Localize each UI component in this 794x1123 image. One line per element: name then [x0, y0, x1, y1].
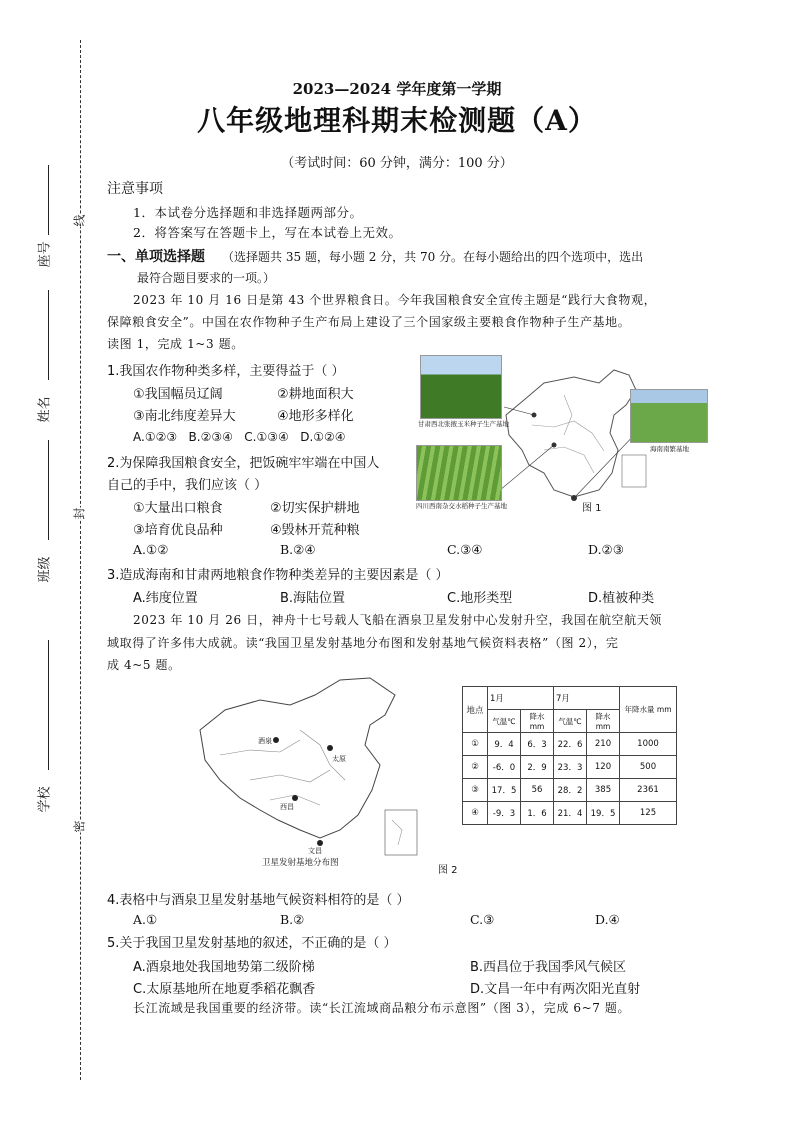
class-label: 班级	[37, 556, 53, 583]
cell: 2361	[620, 779, 677, 802]
q4-stem: 4.表格中与酒泉卫星发射基地气候资料相符的是（ ）	[107, 893, 410, 908]
q2-option-2: ②切实保护耕地	[270, 501, 360, 516]
q2-stem-2: 自己的手中，我们应该（ ）	[107, 478, 268, 493]
school-blank	[48, 640, 49, 770]
passage1-line1: 2023 年 10 月 16 日是第 43 个世界粮食日。今年我国粮食安全宣传主题是“践行大食物观，	[133, 293, 657, 307]
binding-dashed-line	[80, 40, 81, 1080]
q2-choice-b: B.②④	[280, 542, 316, 557]
q4-choice-c: C.③	[470, 912, 495, 927]
col-jul: 7月	[554, 687, 620, 710]
q3-stem: 3.造成海南和甘肃两地粮食作物种类差异的主要因素是（ ）	[107, 568, 449, 583]
section-desc-1: （选择题共 35 题，每小题 2 分，共 70 分。在每小题给出的四个选项中，选出	[222, 250, 644, 264]
photo3-caption: 四川西南杂交水稻种子生产基地	[416, 502, 507, 510]
figure-1	[414, 355, 709, 515]
school-label: 学校	[37, 786, 53, 813]
note-item-1: 1．本试卷分选择题和非选择题两部分。	[133, 205, 363, 220]
mark-mi: 密	[72, 820, 87, 833]
fig2-caption: 图 2	[438, 865, 458, 876]
cell: 2．9	[521, 756, 554, 779]
fig2-map-caption: 卫星发射基地分布图	[262, 858, 339, 868]
mark-feng: 封	[72, 507, 87, 520]
cell: 23．3	[554, 756, 587, 779]
term-line: 2023—2024 学年度第一学期	[292, 80, 502, 98]
cell: ①	[463, 733, 488, 756]
china-map-fig2	[180, 670, 425, 870]
q2-option-1: ①大量出口粮食	[133, 501, 223, 516]
q3-choice-d: D.植被种类	[588, 591, 655, 606]
climate-table	[462, 686, 677, 825]
q1-option-3: ③南北纬度差异大	[133, 409, 236, 424]
q1-choices: A.①②③ B.②③④ C.①③④ D.①②④	[133, 430, 346, 444]
table-row	[463, 779, 677, 802]
cell: 21．4	[554, 802, 587, 825]
cell: 1．6	[521, 802, 554, 825]
q3-choice-c: C.地形类型	[447, 591, 513, 606]
table-row	[463, 756, 677, 779]
cell: 120	[587, 756, 620, 779]
col-jan-precip: 降水 mm	[521, 710, 554, 733]
q2-choice-d: D.②③	[588, 542, 624, 557]
city-jiuquan: 酒泉	[258, 737, 272, 745]
notes-heading: 注意事项	[107, 181, 163, 197]
seat-label: 座号	[37, 241, 53, 268]
cell: 500	[620, 756, 677, 779]
passage1-line3: 读图 1，完成 1~3 题。	[107, 337, 244, 351]
cell: 125	[620, 802, 677, 825]
col-jan: 1月	[488, 687, 554, 710]
cell: 28．2	[554, 779, 587, 802]
cell: 9．4	[488, 733, 521, 756]
q4-choice-b: B.②	[280, 912, 305, 927]
cell: 210	[587, 733, 620, 756]
corn-field-photo	[420, 355, 502, 419]
passage1-line2: 保障粮食安全”。中国在农作物种子生产布局上建设了三个国家级主要粮食作物种子生产基地。	[107, 315, 631, 329]
q5-choice-c: C.太原基地所在地夏季稻花飘香	[133, 982, 316, 997]
passage2-line3: 成 4~5 题。	[107, 658, 181, 672]
satellite-base-map	[180, 670, 425, 870]
cell: 22．6	[554, 733, 587, 756]
exam-info: （考试时间：60 分钟，满分：100 分）	[281, 156, 513, 171]
q2-choice-a: A.①②	[133, 542, 169, 557]
passage2-line1: 2023 年 10 月 26 日，神舟十七号载人飞船在酒泉卫星发射中心发射升空，我国在航空航天领	[133, 613, 662, 627]
col-jul-temp: 气温℃	[554, 710, 587, 733]
page-title: 八年级地理科期末检测题（A）	[197, 104, 597, 137]
q3-choice-b: B.海陆位置	[280, 591, 346, 606]
q1-stem: 1.我国农作物种类多样，主要得益于（ ）	[107, 364, 345, 379]
q1-option-1: ①我国幅员辽阔	[133, 387, 223, 402]
passage2-line2: 域取得了许多伟大成就。读“我国卫星发射基地分布图和发射基地气候资料表格”（图 2），完	[107, 636, 619, 650]
q5-stem: 5.关于我国卫星发射基地的叙述，不正确的是（ ）	[107, 936, 397, 951]
q1-option-2: ②耕地面积大	[277, 387, 354, 402]
mark-xian: 线	[72, 214, 87, 227]
city-xichang: 西昌	[280, 803, 294, 811]
rice-field-photo-sichuan	[416, 445, 502, 501]
seat-blank	[48, 165, 49, 235]
col-site: 地点	[463, 687, 488, 733]
section-heading: 一、单项选择题	[107, 249, 205, 265]
q5-choice-b: B.西昌位于我国季风气候区	[470, 960, 627, 975]
q4-choice-d: D.④	[595, 912, 620, 927]
q4-choice-a: A.①	[133, 912, 158, 927]
cell: 1000	[620, 733, 677, 756]
cell: 385	[587, 779, 620, 802]
table-row	[463, 802, 677, 825]
cell: ③	[463, 779, 488, 802]
city-taiyuan: 太原	[332, 755, 346, 763]
fig1-caption: 图 1	[582, 503, 602, 514]
name-blank	[48, 290, 49, 380]
cell: 56	[521, 779, 554, 802]
cell: 19．5	[587, 802, 620, 825]
cell: 17．5	[488, 779, 521, 802]
cell: 6．3	[521, 733, 554, 756]
cell: -6．0	[488, 756, 521, 779]
cell: ②	[463, 756, 488, 779]
class-blank	[48, 440, 49, 540]
table-row	[463, 733, 677, 756]
photo1-caption: 甘肃西北张掖玉米种子生产基地	[418, 420, 509, 428]
rice-field-photo-hainan	[630, 389, 708, 443]
col-jan-temp: 气温℃	[488, 710, 521, 733]
name-label: 姓名	[37, 396, 53, 423]
q3-choice-a: A.纬度位置	[133, 591, 198, 606]
passage3-line1: 长江流域是我国重要的经济带。读“长江流域商品粮分布示意图”（图 3），完成 6~7 题。	[133, 1001, 631, 1015]
q5-choice-d: D.文昌一年中有两次阳光直射	[470, 982, 641, 997]
cell: ④	[463, 802, 488, 825]
col-jul-precip: 降水 mm	[587, 710, 620, 733]
q5-choice-a: A.酒泉地处我国地势第二级阶梯	[133, 960, 315, 975]
q2-stem-1: 2.为保障我国粮食安全，把饭碗牢牢端在中国人	[107, 456, 380, 471]
cell: -9．3	[488, 802, 521, 825]
q1-option-4: ④地形多样化	[277, 409, 354, 424]
q2-option-4: ④毁林开荒种粮	[270, 523, 360, 538]
section-desc-2: 最符合题目要求的一项。）	[137, 271, 276, 285]
city-wenchang: 文昌	[308, 847, 322, 855]
note-item-2: 2．将答案写在答题卡上，写在本试卷上无效。	[133, 225, 402, 240]
photo2-caption: 海南南繁基地	[650, 445, 689, 453]
col-annual: 年降水量 mm	[620, 687, 677, 733]
q2-option-3: ③培育优良品种	[133, 523, 223, 538]
q2-choice-c: C.③④	[447, 542, 483, 557]
